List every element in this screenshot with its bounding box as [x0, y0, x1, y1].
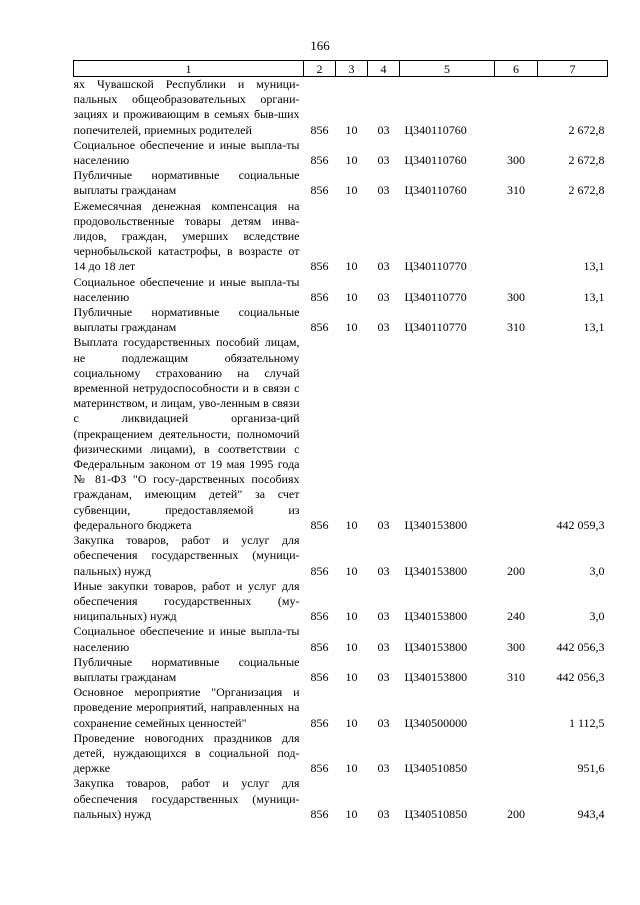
row-col-2: 856: [310, 715, 329, 730]
budget-table: [73, 60, 608, 822]
table-row: [74, 579, 608, 625]
row-target-code: Ц340110770: [404, 259, 467, 274]
row-col-2: 856: [310, 761, 329, 776]
header-col-6: 6: [495, 61, 538, 77]
row-target-code: Ц340500000: [404, 715, 468, 730]
row-col-2: 856: [310, 153, 329, 168]
row-col-3: 10: [345, 761, 358, 776]
row-target-code: Ц340153800: [404, 563, 468, 578]
row-col-3: 10: [345, 153, 358, 168]
row-description: Закупка товаров, работ и услуг для обеспечения государственных (муници-пальных) нужд: [73, 533, 300, 578]
row-expense-type: 200: [507, 563, 525, 578]
table-row: [74, 275, 608, 305]
row-col-4: 03: [377, 761, 390, 776]
row-amount: 943,4: [577, 806, 605, 821]
row-col-4: 03: [377, 806, 390, 821]
row-expense-type: 310: [507, 320, 525, 335]
row-description: Основное мероприятие "Организация и проведение мероприятий, направленных на сохранение семейных ценностей": [73, 685, 300, 730]
row-expense-type: 300: [507, 153, 525, 168]
row-amount: 442 056,3: [556, 639, 605, 654]
row-col-2: 856: [310, 639, 329, 654]
row-col-3: 10: [345, 715, 358, 730]
row-target-code: Ц340510850: [404, 806, 468, 821]
row-col-2: 856: [310, 183, 329, 198]
row-amount: 3,0: [589, 609, 605, 624]
row-target-code: Ц340110760: [404, 183, 467, 198]
row-col-4: 03: [377, 183, 390, 198]
row-col-3: 10: [345, 609, 358, 624]
row-col-4: 03: [377, 669, 390, 684]
row-col-4: 03: [377, 320, 390, 335]
page-number: 166: [310, 38, 330, 53]
table-row: [74, 77, 608, 138]
row-col-2: 856: [310, 289, 329, 304]
row-amount: 2 672,8: [568, 183, 605, 198]
table-row: [74, 776, 608, 822]
row-expense-type: 300: [507, 289, 525, 304]
row-description: ях Чувашской Республики и муници-пальных общеобразовательных органи-зациях и проживающим в семьях быв-ших попечителей, приемных родителей: [73, 77, 300, 137]
table-row: [74, 138, 608, 168]
row-amount: 442 056,3: [556, 669, 605, 684]
row-expense-type: [495, 77, 538, 138]
row-description: Иные закупки товаров, работ и услуг для обеспечения государственных (му-ниципальных) нужд: [73, 578, 300, 624]
row-col-2: 856: [310, 563, 329, 578]
row-description: Социальное обеспечение и иные выпла-ты населению: [73, 137, 300, 168]
row-col-3: 10: [345, 289, 358, 304]
row-amount: 442 059,3: [556, 517, 605, 532]
row-target-code: Ц340110760: [404, 122, 467, 137]
header-col-4: 4: [368, 61, 400, 77]
table-row: [74, 685, 608, 731]
row-col-3: 10: [345, 320, 358, 335]
header-col-2: 2: [304, 61, 336, 77]
row-col-2: 856: [310, 320, 329, 335]
row-amount: 3,0: [589, 563, 605, 578]
row-col-3: 10: [345, 517, 358, 532]
row-col-4: 03: [377, 289, 390, 304]
row-col-2: 856: [310, 122, 329, 137]
row-col-4: 03: [377, 563, 390, 578]
row-description: Выплата государственных пособий лицам, не подлежащим обязательному социальному страхованию на случай временной нетрудоспособности и в связи с материнством, и лицам, уво-ленным в связи с ликвидацией организа-ций (прекращением деятельности, полномочий физическими лицами), в соответствии с Федеральным законом от 19 мая 1995 года № 81-ФЗ "О госу-дарственных пособиях гражданам, имеющим детей" за счет субвенции, предоставляемой из федерального бюджета: [73, 335, 300, 532]
row-expense-type: [495, 335, 538, 533]
row-description: Ежемесячная денежная компенсация на продовольственные товары детям инва-лидов, граждан, умерших вследствие чернобыльской катастрофы, в возрасте от 14 до 18 лет: [73, 198, 300, 274]
row-col-3: 10: [345, 122, 358, 137]
row-description: Публичные нормативные социальные выплаты гражданам: [73, 654, 300, 684]
table-row: [74, 655, 608, 685]
row-target-code: Ц340153800: [404, 669, 468, 684]
row-col-4: 03: [377, 153, 390, 168]
table-header: [74, 61, 608, 77]
row-col-2: 856: [310, 669, 329, 684]
row-col-4: 03: [377, 517, 390, 532]
row-description: Проведение новогодних праздников для детей, нуждающихся в социальной под-держке: [73, 730, 300, 776]
row-description: Публичные нормативные социальные выплаты гражданам: [73, 305, 300, 335]
row-amount: 2 672,8: [568, 122, 605, 137]
row-expense-type: [495, 685, 538, 731]
row-col-4: 03: [377, 122, 390, 137]
table-row: [74, 305, 608, 335]
table-row: [74, 624, 608, 654]
row-col-2: 856: [310, 609, 329, 624]
row-expense-type: [495, 199, 538, 275]
row-target-code: Ц340110770: [404, 320, 467, 335]
header-col-7: 7: [538, 61, 608, 77]
row-expense-type: 310: [507, 183, 525, 198]
table-row: [74, 199, 608, 275]
table-row: [74, 533, 608, 579]
header-col-1: 1: [74, 61, 304, 77]
row-expense-type: 200: [507, 806, 525, 821]
row-col-4: 03: [377, 639, 390, 654]
table-row: [74, 168, 608, 198]
header-col-3: 3: [336, 61, 368, 77]
row-description: Социальное обеспечение и иные выпла-ты населению: [73, 274, 300, 304]
row-col-3: 10: [345, 806, 358, 821]
row-description: Закупка товаров, работ и услуг для обеспечения государственных (муници-пальных) нужд: [73, 776, 300, 821]
row-description: Публичные нормативные социальные выплаты гражданам: [73, 168, 300, 198]
row-amount: 13,1: [583, 259, 605, 274]
row-amount: 13,1: [583, 289, 605, 304]
row-expense-type: 300: [507, 639, 525, 654]
row-amount: 13,1: [583, 320, 605, 335]
row-target-code: Ц340510850: [404, 761, 468, 776]
row-col-3: 10: [345, 669, 358, 684]
row-col-2: 856: [310, 517, 329, 532]
row-expense-type: [495, 731, 538, 777]
row-col-4: 03: [377, 715, 390, 730]
table-row: [74, 335, 608, 533]
row-col-4: 03: [377, 259, 390, 274]
row-expense-type: 310: [507, 669, 525, 684]
row-target-code: Ц340153800: [404, 639, 468, 654]
row-col-2: 856: [310, 806, 329, 821]
row-description: Социальное обеспечение и иные выпла-ты населению: [73, 624, 300, 654]
row-expense-type: 240: [507, 609, 525, 624]
row-col-3: 10: [345, 563, 358, 578]
table-body: [74, 77, 608, 822]
header-row: [74, 61, 608, 77]
row-target-code: Ц340110770: [404, 289, 467, 304]
row-amount: 1 112,5: [568, 715, 605, 730]
row-target-code: Ц340153800: [404, 609, 468, 624]
row-col-3: 10: [345, 639, 358, 654]
table-row: [74, 731, 608, 777]
row-amount: 951,6: [577, 761, 605, 776]
row-col-2: 856: [310, 259, 329, 274]
row-target-code: Ц340110760: [404, 153, 467, 168]
row-col-4: 03: [377, 609, 390, 624]
header-col-5: 5: [400, 61, 495, 77]
row-col-3: 10: [345, 183, 358, 198]
row-amount: 2 672,8: [568, 153, 605, 168]
row-col-3: 10: [345, 259, 358, 274]
row-target-code: Ц340153800: [404, 517, 468, 532]
